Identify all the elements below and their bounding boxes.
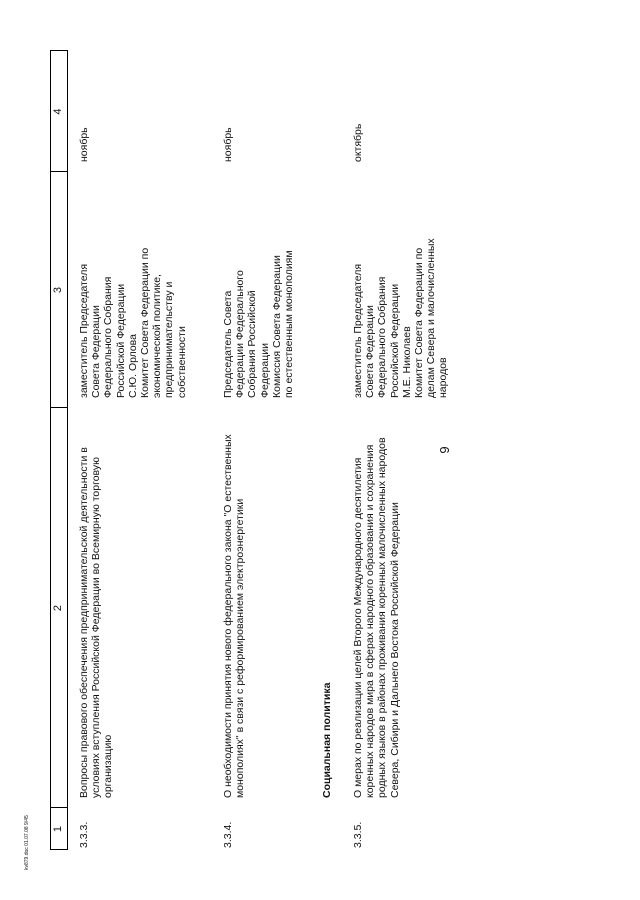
col-header-3: 3 [52, 286, 64, 294]
col-header-4: 4 [52, 108, 64, 115]
row-term: ноябрь [222, 127, 234, 162]
row-description: О необходимости принятия нового федерального закона "О естественных монополиях" в связи с реформированием электроэнергетики [222, 434, 247, 798]
row-description: О мерах по реализации целей Второго Международного десятилетия коренных народов мира в сферах народного образования и сохранения родных языков в районах проживания коренных малочисленных народов Севера, Сибири и Дальнего Востока Российской Федерации [352, 437, 401, 798]
rotated-page [50, 50, 490, 850]
row-description: Вопросы правового обеспечения предпринимательской деятельности в условиях вступления Российской Федерации во Всемирную торговую организацию [78, 447, 115, 798]
row-term: октябрь [352, 123, 364, 162]
footer-text: kv879.doc 01.07.08 9/45 [24, 815, 30, 870]
row-responsible: заместитель Председателя Совета Федерации Федерального Собрания Российской Федерации М.Е. Николаев Комитет Совета Федерации по делам Севера и малочисленных народов [352, 238, 450, 398]
row-number: 3.3.3. [78, 821, 90, 848]
table-header-rule [67, 50, 68, 850]
row-responsible: заместитель Председателя Совета Федерации Федерального Собрания Российской Федерации С.Ю. Орлова Комитет Совета Федерации по экономической политике, предпринимательству и собственности [78, 247, 188, 398]
row-responsible: Председатель Совета Федерации Федерального Собрания Российской Федерации Комиссия Совета Федерации по естественным монополиям [222, 250, 296, 398]
row-term: ноябрь [78, 127, 90, 162]
row-number: 3.3.5. [352, 821, 364, 848]
row-number: 3.3.4. [222, 821, 234, 848]
col-header-1: 1 [52, 825, 64, 833]
page-number: 9 [437, 446, 452, 454]
col-header-2: 2 [52, 604, 64, 612]
section-title: Социальная политика [321, 682, 333, 798]
